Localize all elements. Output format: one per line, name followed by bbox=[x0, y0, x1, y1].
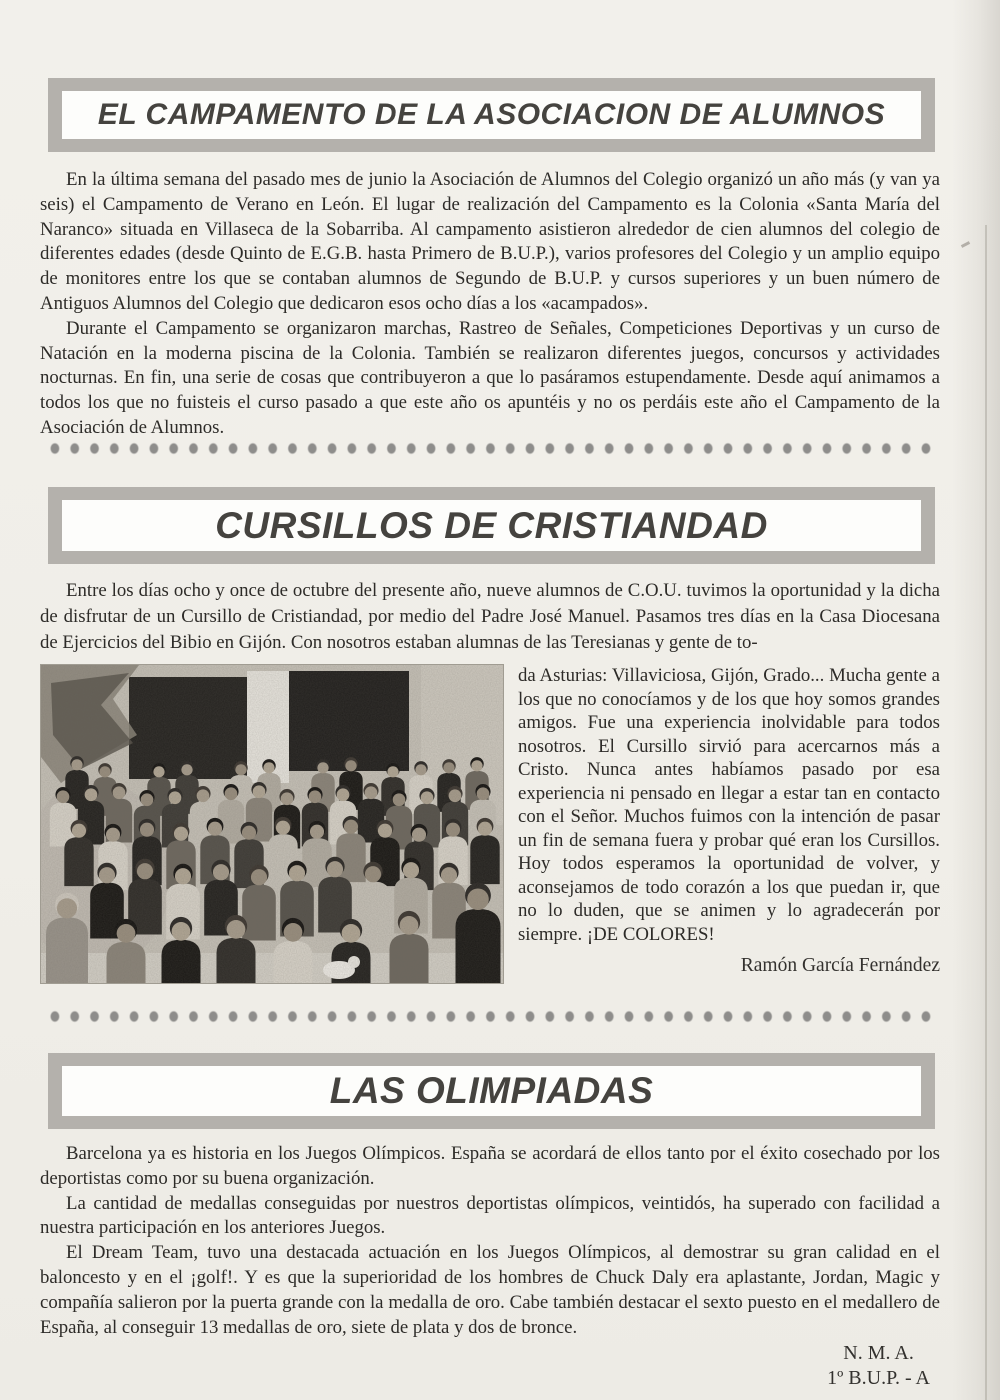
paragraph-cursillos-intro: Entre los días ocho y once de octubre del presente año, nueve alumnos de C.O.U. tuvimos la oportunidad y la dicha de disfrutar de un Cursillo de Cristiandad, por medio del Padre José Manuel. Pasamos tres días en la Casa Diocesana de Ejercicios del Bibio en Gijón. Con nosotros estaban alumnas de las Teresianas y gente de to- bbox=[40, 580, 940, 653]
dotted-separator-bottom bbox=[45, 1010, 937, 1023]
section-title-olimpiadas: LAS OLIMPIADAS bbox=[329, 1070, 654, 1111]
section-header-cursillos bbox=[48, 487, 935, 564]
paragraph-cursillos-wrap: da Asturias: Villaviciosa, Gijón, Grado... Mucha gente a los que no conocíamos y de los que hoy somos grandes amigos. Fue una experiencia inolvidable para todos nosotros. El Cursillo sirvió para acercarnos más a Cristo. Nunca antes habíamos pasado por esa experiencia ni pensado en llegar a estar tan en contacto con el Señor. Muchos fuimos con la intención de pasar un fin de semana fuera y probar qué eran los Cursillos. Hoy todos esperamos la oportunidad de volver, y aconsejamos de todo corazón a los que puedan ir, que no lo duden, que se animen y lo agradecerán por siempre. ¡DE COLORES! bbox=[518, 665, 940, 945]
section-header-inner-box bbox=[62, 91, 921, 139]
scan-edge-line bbox=[985, 225, 987, 1400]
section-header-inner-box bbox=[62, 1066, 921, 1116]
section-olimpiadas-body bbox=[40, 1142, 940, 1340]
section-campamento-body bbox=[40, 168, 940, 441]
section-header-inner-box bbox=[62, 500, 921, 551]
photo-grain bbox=[41, 665, 503, 983]
paragraph-campamento-1: En la última semana del pasado mes de junio la Asociación de Alumnos del Colegio organizó un año más (y van ya seis) el Campamento de Verano en León. El lugar de realización del Campamento es la Colonia «Santa María del Naranco» situada en Villaseca de la Sobarriba. Al campamento asistieron alrededor de cien alumnos del colegio de diferentes edades (desde Quinto de E.G.B. hasta Primero de B.U.P.), varios profesores del Colegio y un amplio equipo de monitores entre los que se contaban alumnos de Segundo de B.U.P. y cursos superiores y un buen número de Antiguos Alumnos del Colegio que dedicaron esos ocho días a los «acampados». bbox=[40, 169, 940, 314]
cursillos-wrap-column bbox=[518, 664, 940, 978]
section-header-campamento bbox=[48, 78, 935, 152]
scan-edge-shadow bbox=[952, 0, 1000, 1400]
section-title-cursillos: CURSILLOS DE CRISTIANDAD bbox=[215, 504, 768, 546]
signature-cursillos: Ramón García Fernández bbox=[740, 955, 940, 976]
dotted-separator-top bbox=[45, 442, 937, 455]
paragraph-olimpiadas-1: Barcelona ya es historia en los Juegos Olímpicos. España se acordará de ellos tanto por el éxito cosechado por los deportistas como por su buena organización. bbox=[40, 1143, 940, 1189]
paragraph-olimpiadas-3: El Dream Team, tuvo una destacada actuación en los Juegos Olímpicos, al demostrar su gran calidad en el baloncesto y en el ¡golf!. Y es que la superioridad de los hombres de Chuck Daly era aplastante, Jordan, Magic y compañía salieron por la puerta grande con la medalla de oro. Cabe también destacar el sexto puesto en el medallero de España, al conseguir 13 medallas de oro, siete de plata y dos de bronce. bbox=[40, 1242, 940, 1338]
paragraph-olimpiadas-2: La cantidad de medallas conseguidas por nuestros deportistas olímpicos, veintidós, ha superado con facilidad a nuestra participación en los anteriores Juegos. bbox=[40, 1192, 940, 1239]
footer-author-initials: N. M. A. bbox=[843, 1342, 914, 1364]
section-header-olimpiadas bbox=[48, 1053, 935, 1129]
footer-author-class: 1º B.U.P. - A bbox=[827, 1367, 930, 1389]
group-photo-illustration bbox=[41, 665, 503, 983]
scan-mark bbox=[961, 241, 970, 248]
photo-and-text-row bbox=[40, 664, 940, 984]
group-photo bbox=[40, 664, 504, 984]
footer-signature bbox=[827, 1341, 930, 1391]
section-cursillos-body bbox=[40, 578, 940, 984]
section-title-campamento: EL CAMPAMENTO DE LA ASOCIACION DE ALUMNOS bbox=[97, 98, 886, 131]
paragraph-campamento-2: Durante el Campamento se organizaron marchas, Rastreo de Señales, Competiciones Deportivas y un curso de Natación en la moderna piscina de la Colonia. También se realizaron diferentes juegos, concursos y actividades nocturnas. En fin, una serie de cosas que contribuyeron a que lo pasáramos estupendamente. Desde aquí animamos a todos los que no fuisteis el curso pasado a que este año os apuntéis y no os perdáis este año el Campamento de la Asociación de Alumnos. bbox=[40, 317, 940, 438]
